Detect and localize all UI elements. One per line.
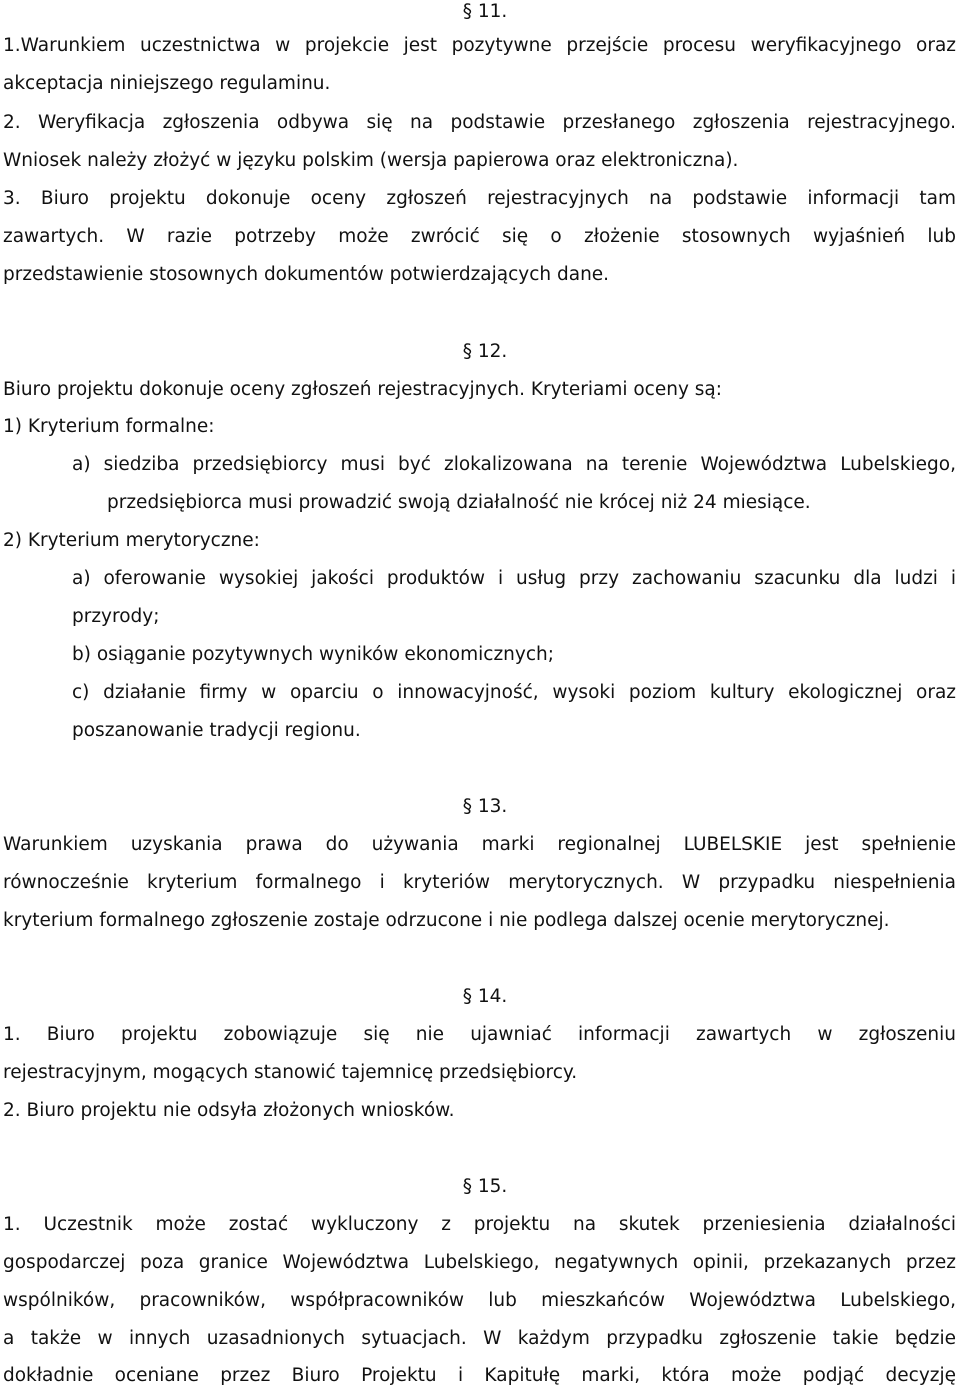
list-item: 1) Kryterium formalne: — [3, 416, 215, 437]
list-subitem-continuation: poszanowanie tradycji regionu. — [72, 720, 361, 741]
paragraph-line: dokładnie oceniane przez Biuro Projektu i Kapitułę marki, która może podjąć decyzję — [3, 1365, 956, 1386]
section-heading-12: § 12. — [462, 341, 508, 362]
paragraph-line: zawartych. W razie potrzeby może zwrócić się o złożenie stosownych wyjaśnień lub — [3, 226, 956, 247]
list-subitem: b) osiąganie pozytywnych wyników ekonomicznych; — [72, 644, 554, 665]
list-subitem: c) działanie firmy w oparciu o innowacyjność, wysoki poziom kultury ekologicznej oraz — [72, 682, 956, 703]
paragraph-line: Warunkiem uzyskania prawa do używania marki regionalnej LUBELSKIE jest spełnienie — [3, 834, 956, 855]
paragraph-line: kryterium formalnego zgłoszenie zostaje odrzucone i nie podlega dalszej ocenie merytorycznej. — [3, 910, 890, 931]
paragraph-line: równocześnie kryterium formalnego i kryteriów merytorycznych. W przypadku niespełnienia — [3, 872, 956, 893]
paragraph-line: 1. Biuro projektu zobowiązuje się nie ujawniać informacji zawartych w zgłoszeniu — [3, 1024, 956, 1045]
paragraph-line: 2. Biuro projektu nie odsyła złożonych wniosków. — [3, 1100, 455, 1121]
paragraph-line: 1. Uczestnik może zostać wykluczony z projektu na skutek przeniesienia działalności — [3, 1214, 956, 1235]
paragraph-line: 3. Biuro projektu dokonuje oceny zgłoszeń rejestracyjnych na podstawie informacji tam — [3, 188, 956, 209]
paragraph-line: akceptacja niniejszego regulaminu. — [3, 73, 331, 94]
paragraph-line: Biuro projektu dokonuje oceny zgłoszeń rejestracyjnych. Kryteriami oceny są: — [3, 379, 722, 400]
paragraph-line: gospodarczej poza granice Województwa Lubelskiego, negatywnych opinii, przekazanych przez — [3, 1252, 956, 1273]
paragraph-line: wspólników, pracowników, współpracowników lub mieszkańców Województwa Lubelskiego, — [3, 1290, 956, 1311]
section-heading-15: § 15. — [462, 1176, 508, 1197]
paragraph-line: przedstawienie stosownych dokumentów potwierdzających dane. — [3, 264, 610, 285]
section-heading-14: § 14. — [462, 986, 508, 1007]
list-item: 2) Kryterium merytoryczne: — [3, 530, 260, 551]
list-subitem-continuation: przyrody; — [72, 606, 160, 627]
list-subitem-continuation: przedsiębiorca musi prowadzić swoją działalność nie krócej niż 24 miesiące. — [107, 492, 811, 513]
section-heading-13: § 13. — [462, 796, 508, 817]
paragraph-line: 2. Weryfikacja zgłoszenia odbywa się na podstawie przesłanego zgłoszenia rejestracyjnego. — [3, 112, 956, 133]
section-heading-11: § 11. — [462, 1, 508, 22]
list-subitem: a) siedziba przedsiębiorcy musi być zlokalizowana na terenie Województwa Lubelskiego, — [72, 454, 956, 475]
list-subitem: a) oferowanie wysokiej jakości produktów i usług przy zachowaniu szacunku dla ludzi i — [72, 568, 956, 589]
paragraph-line: 1.Warunkiem uczestnictwa w projekcie jest pozytywne przejście procesu weryfikacyjnego oraz — [3, 35, 956, 56]
paragraph-line: Wniosek należy złożyć w języku polskim (wersja papierowa oraz elektroniczna). — [3, 150, 739, 171]
paragraph-line: a także w innych uzasadnionych sytuacjach. W każdym przypadku zgłoszenie takie będzie — [3, 1328, 956, 1349]
paragraph-line: rejestracyjnym, mogących stanowić tajemnicę przedsiębiorcy. — [3, 1062, 578, 1083]
